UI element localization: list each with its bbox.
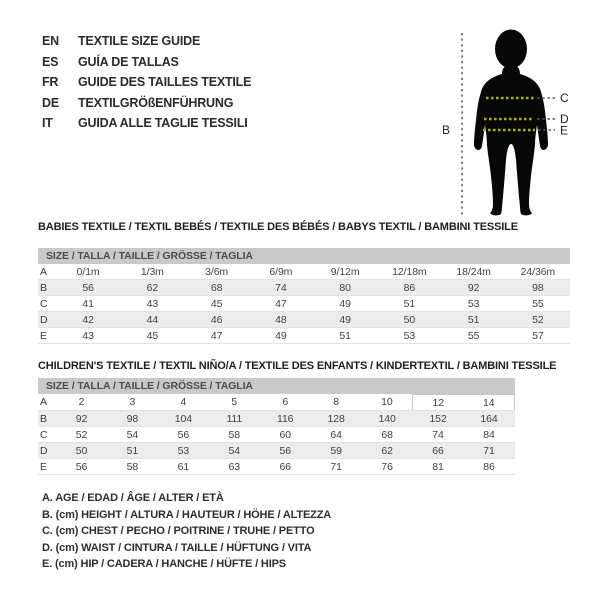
size-row-e xyxy=(38,459,515,475)
size-cell: 54 xyxy=(107,427,158,443)
language-row-it xyxy=(42,113,251,134)
size-cell: 74 xyxy=(413,427,464,443)
size-row-e xyxy=(38,328,570,344)
measurement-figure xyxy=(428,8,600,223)
size-cell: 6/9m xyxy=(249,264,313,280)
size-cell: 55 xyxy=(442,328,506,344)
size-cell: 42 xyxy=(56,312,120,328)
legend-line-e: E. (cm) HIP / CADERA / HANCHE / HÜFTE / HIPS xyxy=(42,558,286,571)
size-cell: 47 xyxy=(185,328,249,344)
size-cell: 14 xyxy=(464,395,515,411)
size-cell: 51 xyxy=(442,312,506,328)
size-row-a xyxy=(38,264,570,280)
size-cell: 56 xyxy=(158,427,209,443)
size-cell: 56 xyxy=(56,459,107,475)
size-cell: 140 xyxy=(362,411,413,427)
size-cell: 3 xyxy=(107,395,158,411)
size-cell: 92 xyxy=(56,411,107,427)
size-row-b xyxy=(38,411,515,427)
size-cell: 59 xyxy=(311,443,362,459)
size-cell: 49 xyxy=(313,312,377,328)
size-cell: 98 xyxy=(506,280,570,296)
size-cell: 55 xyxy=(506,296,570,312)
size-cell: 43 xyxy=(120,296,184,312)
legend-line-b: B. (cm) HEIGHT / ALTURA / HAUTEUR / HÖHE / ALTEZZA xyxy=(42,508,332,521)
size-cell: 62 xyxy=(362,443,413,459)
language-row-fr xyxy=(42,72,251,93)
size-cell: 41 xyxy=(56,296,120,312)
size-cell: 62 xyxy=(120,280,184,296)
size-cell: 58 xyxy=(107,459,158,475)
size-cell: 45 xyxy=(120,328,184,344)
size-cell: 51 xyxy=(313,328,377,344)
size-cell: 152 xyxy=(413,411,464,427)
size-cell: 86 xyxy=(464,459,515,475)
size-cell: 12/18m xyxy=(377,264,441,280)
size-cell: 74 xyxy=(249,280,313,296)
size-cell: 18/24m xyxy=(442,264,506,280)
row-label: A xyxy=(38,264,56,280)
size-cell: 53 xyxy=(442,296,506,312)
size-cell: 68 xyxy=(185,280,249,296)
language-title: GUIDA ALLE TAGLIE TESSILI xyxy=(78,116,248,130)
size-row-b xyxy=(38,280,570,296)
size-cell: 81 xyxy=(413,459,464,475)
children-section-title: CHILDREN'S TEXTILE / TEXTIL NIÑO/A / TEXTILE DES ENFANTS / KINDERTEXTIL / BAMBINI TESSILE xyxy=(38,360,557,372)
size-cell: 71 xyxy=(311,459,362,475)
size-cell: 49 xyxy=(249,328,313,344)
size-cell: 56 xyxy=(260,443,311,459)
size-cell: 104 xyxy=(158,411,209,427)
size-cell: 8 xyxy=(311,395,362,411)
language-code: EN xyxy=(42,34,59,48)
size-row-c xyxy=(38,427,515,443)
language-row-es xyxy=(42,52,251,73)
size-cell: 60 xyxy=(260,427,311,443)
babies-size-table xyxy=(38,264,570,344)
size-cell: 66 xyxy=(260,459,311,475)
size-cell: 111 xyxy=(209,411,260,427)
size-cell: 84 xyxy=(464,427,515,443)
babies-textile-section xyxy=(38,221,570,344)
size-row-d xyxy=(38,443,515,459)
size-cell: 57 xyxy=(506,328,570,344)
size-cell: 54 xyxy=(209,443,260,459)
language-code: DE xyxy=(42,95,59,110)
size-cell: 1/3m xyxy=(120,264,184,280)
legend-line-a: A. AGE / EDAD / ÂGE / ALTER / ETÀ xyxy=(42,492,224,504)
row-label: C xyxy=(38,296,56,312)
size-cell: 164 xyxy=(464,411,515,427)
size-cell: 116 xyxy=(260,411,311,427)
size-cell: 50 xyxy=(377,312,441,328)
size-cell: 98 xyxy=(107,411,158,427)
measurement-legend xyxy=(42,490,331,573)
size-cell: 4 xyxy=(158,395,209,411)
language-title: TEXTILGRÖßENFÜHRUNG xyxy=(78,95,234,110)
size-cell: 71 xyxy=(464,443,515,459)
size-cell: 3/6m xyxy=(185,264,249,280)
hip-label: E xyxy=(560,123,569,138)
waist-label: D xyxy=(560,112,569,126)
size-cell: 86 xyxy=(377,280,441,296)
legend-line-c: C. (cm) CHEST / PECHO / POITRINE / TRUHE / PETTO xyxy=(42,525,315,538)
size-cell: 44 xyxy=(120,312,184,328)
size-cell: 66 xyxy=(413,443,464,459)
size-cell: 51 xyxy=(377,296,441,312)
size-cell: 68 xyxy=(362,427,413,443)
size-cell: 45 xyxy=(185,296,249,312)
language-code: IT xyxy=(42,116,53,130)
size-row-c xyxy=(38,296,570,312)
legend-line-d: D. (cm) WAIST / CINTURA / TAILLE / HÜFTUNG / VITA xyxy=(42,541,312,554)
size-cell: 10 xyxy=(362,395,413,411)
row-label: A xyxy=(38,395,56,411)
row-label: E xyxy=(38,328,56,344)
language-title: GUÍA DE TALLAS xyxy=(78,54,179,69)
size-cell: 9/12m xyxy=(313,264,377,280)
size-cell: 53 xyxy=(377,328,441,344)
size-cell: 43 xyxy=(56,328,120,344)
size-cell: 61 xyxy=(158,459,209,475)
language-title: GUIDE DES TAILLES TEXTILE xyxy=(78,75,252,89)
size-cell: 46 xyxy=(185,312,249,328)
size-cell: 63 xyxy=(209,459,260,475)
size-cell: 52 xyxy=(506,312,570,328)
size-row-d xyxy=(38,312,570,328)
chest-label: C xyxy=(560,91,569,105)
size-cell: 53 xyxy=(158,443,209,459)
child-silhouette xyxy=(474,30,548,216)
size-cell: 47 xyxy=(249,296,313,312)
size-cell: 24/36m xyxy=(506,264,570,280)
size-cell: 92 xyxy=(442,280,506,296)
row-label: C xyxy=(38,427,56,443)
size-cell: 52 xyxy=(56,427,107,443)
child-silhouette-diagram xyxy=(428,8,600,223)
language-title: TEXTILE SIZE GUIDE xyxy=(78,34,201,48)
size-cell: 64 xyxy=(311,427,362,443)
babies-section-title: BABIES TEXTILE / TEXTIL BEBÉS / TEXTILE DES BÉBÉS / BABYS TEXTIL / BAMBINI TESSILE xyxy=(38,221,518,233)
size-cell: 56 xyxy=(56,280,120,296)
children-size-table xyxy=(38,394,515,475)
size-cell: 50 xyxy=(56,443,107,459)
children-textile-section xyxy=(38,360,557,475)
size-cell: 49 xyxy=(313,296,377,312)
size-cell: 48 xyxy=(249,312,313,328)
size-cell: 0/1m xyxy=(56,264,120,280)
language-title-list xyxy=(42,31,251,134)
row-label: B xyxy=(38,411,56,427)
language-row-de xyxy=(42,93,251,114)
size-cell: 12 xyxy=(413,395,464,411)
size-row-a xyxy=(38,395,515,411)
language-code: FR xyxy=(42,75,59,89)
size-cell: 6 xyxy=(260,395,311,411)
size-cell: 80 xyxy=(313,280,377,296)
babies-size-header-bar: SIZE / TALLA / TAILLE / GRÖSSE / TAGLIA xyxy=(38,248,570,264)
size-cell: 58 xyxy=(209,427,260,443)
row-label: D xyxy=(38,443,56,459)
children-size-header-bar: SIZE / TALLA / TAILLE / GRÖSSE / TAGLIA xyxy=(38,378,515,394)
size-cell: 2 xyxy=(56,395,107,411)
size-cell: 5 xyxy=(209,395,260,411)
size-cell: 51 xyxy=(107,443,158,459)
row-label: B xyxy=(38,280,56,296)
height-label: B xyxy=(442,123,451,137)
language-row-en xyxy=(42,31,251,52)
size-cell: 76 xyxy=(362,459,413,475)
size-cell: 128 xyxy=(311,411,362,427)
row-label: D xyxy=(38,312,56,328)
language-code: ES xyxy=(42,54,59,69)
row-label: E xyxy=(38,459,56,475)
